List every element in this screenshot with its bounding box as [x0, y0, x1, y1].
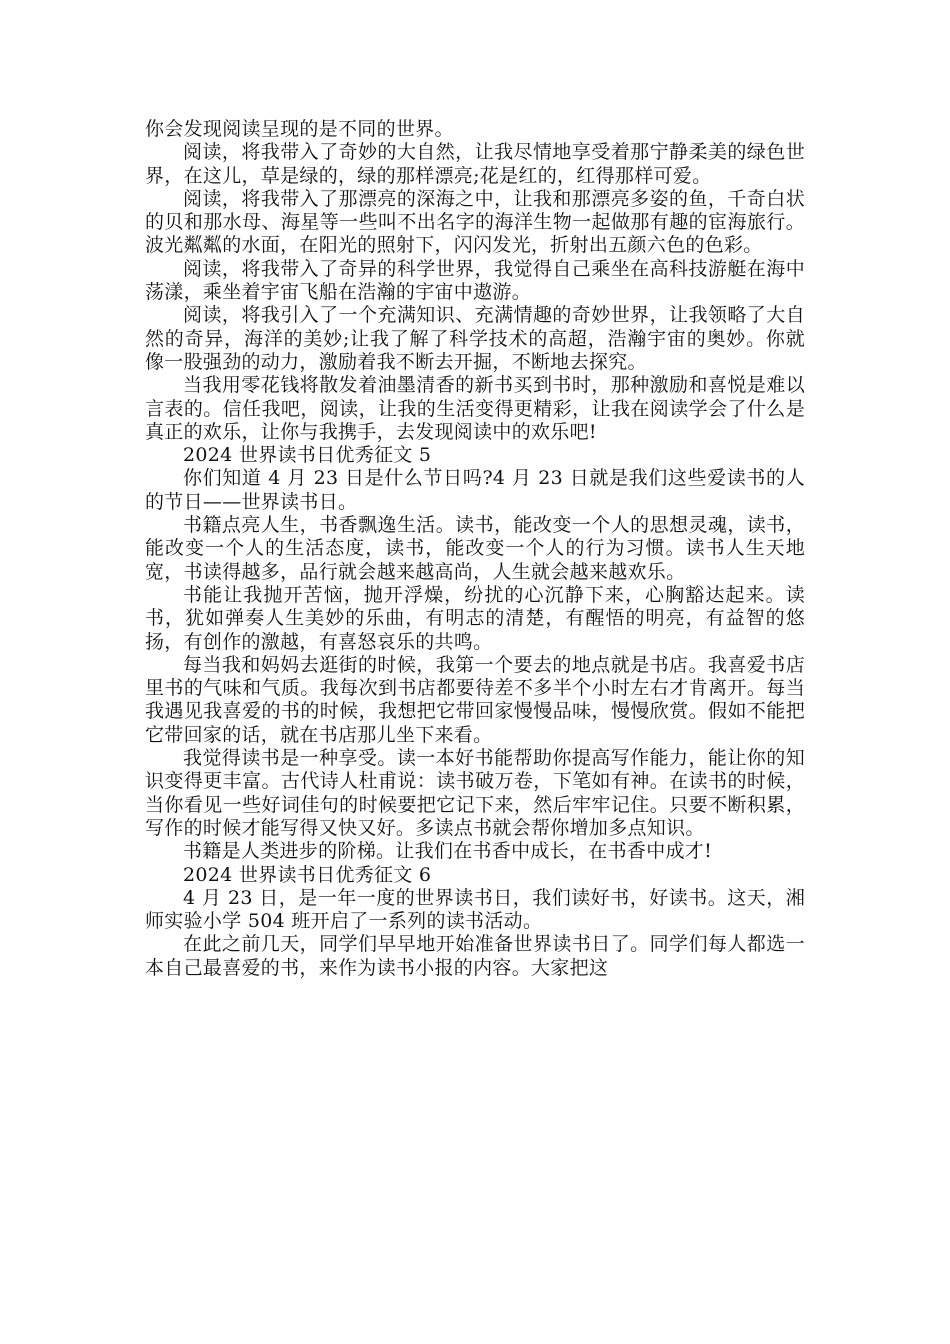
paragraph-preparation: 在此之前几天，同学们早早地开始准备世界读书日了。同学们每人都选一本自己最喜爱的书，来作为读书小报的内容。大家把这 — [145, 933, 805, 979]
paragraph-april-23: 4 月 23 日，是一年一度的世界读书日，我们读好书，好读书。这天，湘师实验小学 504 班开启了一系列的读书活动。 — [145, 886, 805, 933]
paragraph-wonder: 阅读，将我引入了一个充满知识、充满情趣的奇妙世界，让我领略了大自然的奇异，海洋的美妙;让我了解了科学技术的高超，浩瀚宇宙的奥妙。你就像一股强劲的动力，激励着我不断去开掘，不断地去探究。 — [145, 304, 805, 373]
paragraph-science: 阅读，将我带入了奇异的科学世界，我觉得自己乘坐在高科技游艇在海中荡漾，乘坐着宇宙飞船在浩瀚的宇宙中遨游。 — [145, 257, 805, 304]
paragraph-enjoyment: 我觉得读书是一种享受。读一本好书能帮助你提高写作能力，能让你的知识变得更丰富。古代诗人杜甫说：读书破万卷，下笔如有神。在读书的时候，当你看见一些好词佳句的时候要把它记下来，然后牢牢记住。只要不断积累，写作的时候才能写得又快又好。多读点书就会帮你增加多点知识。 — [145, 747, 805, 839]
essay-heading-6: 2024 世界读书日优秀征文 6 — [183, 863, 432, 886]
paragraph-reading-day: 你们知道 4 月 23 日是什么节日吗?4 月 23 日就是我们这些爱读书的人的节日——世界读书日。 — [145, 467, 805, 513]
paragraph-calm-mind: 书能让我抛开苦恼，抛开浮燥，纷扰的心沉静下来，心胸豁达起来。读书，犹如弹奏人生美妙的乐曲，有明志的清楚，有醒悟的明亮，有益智的悠扬，有创作的激越，有喜怒哀乐的共鸣。 — [145, 583, 805, 653]
paragraph-ocean: 阅读，将我带入了那漂亮的深海之中，让我和那漂亮多姿的鱼，千奇白状的贝和那水母、海星等一些叫不出名字的海洋生物一起做那有趣的宦海旅行。波光粼粼的水面，在阳光的照射下，闪闪发光，折射出五颜六色的色彩。 — [145, 187, 805, 257]
paragraph-new-book: 当我用零花钱将散发着油墨清香的新书买到书时，那种激励和喜悦是难以言表的。信任我吧，阅读，让我的生活变得更精彩，让我在阅读学会了什么是真正的欢乐，让你与我携手，去发现阅读中的欢乐吧! — [145, 374, 805, 443]
essay-heading-5: 2024 世界读书日优秀征文 5 — [183, 444, 432, 467]
paragraph-nature: 阅读，将我带入了奇妙的大自然，让我尽情地享受着那宁静柔美的绿色世界，在这儿，草是绿的，绿的那样漂亮;花是红的，红得那样可爱。 — [145, 141, 805, 187]
paragraph-ladder: 书籍是人类进步的阶梯。让我们在书香中成长，在书香中成才! — [183, 840, 713, 863]
document-page — [145, 118, 805, 980]
paragraph-intro-continuation: 你会发现阅读呈现的是不同的世界。 — [145, 118, 454, 140]
paragraph-books-light-life: 书籍点亮人生，书香飘逸生活。读书，能改变一个人的思想灵魂，读书，能改变一个人的生活态度，读书，能改变一个人的行为习惯。读书人生天地宽，书读得越多，品行就会越来越高尚，人生就会越来越欢乐。 — [145, 514, 805, 583]
paragraph-bookstore: 每当我和妈妈去逛街的时候，我第一个要去的地点就是书店。我喜爱书店里书的气味和气质。我每次到书店都要待差不多半个小时左右才肯离开。每当我遇见我喜爱的书的时候，我想把它带回家慢慢品味，慢慢欣赏。假如不能把它带回家的话，就在书店那儿坐下来看。 — [145, 653, 805, 746]
